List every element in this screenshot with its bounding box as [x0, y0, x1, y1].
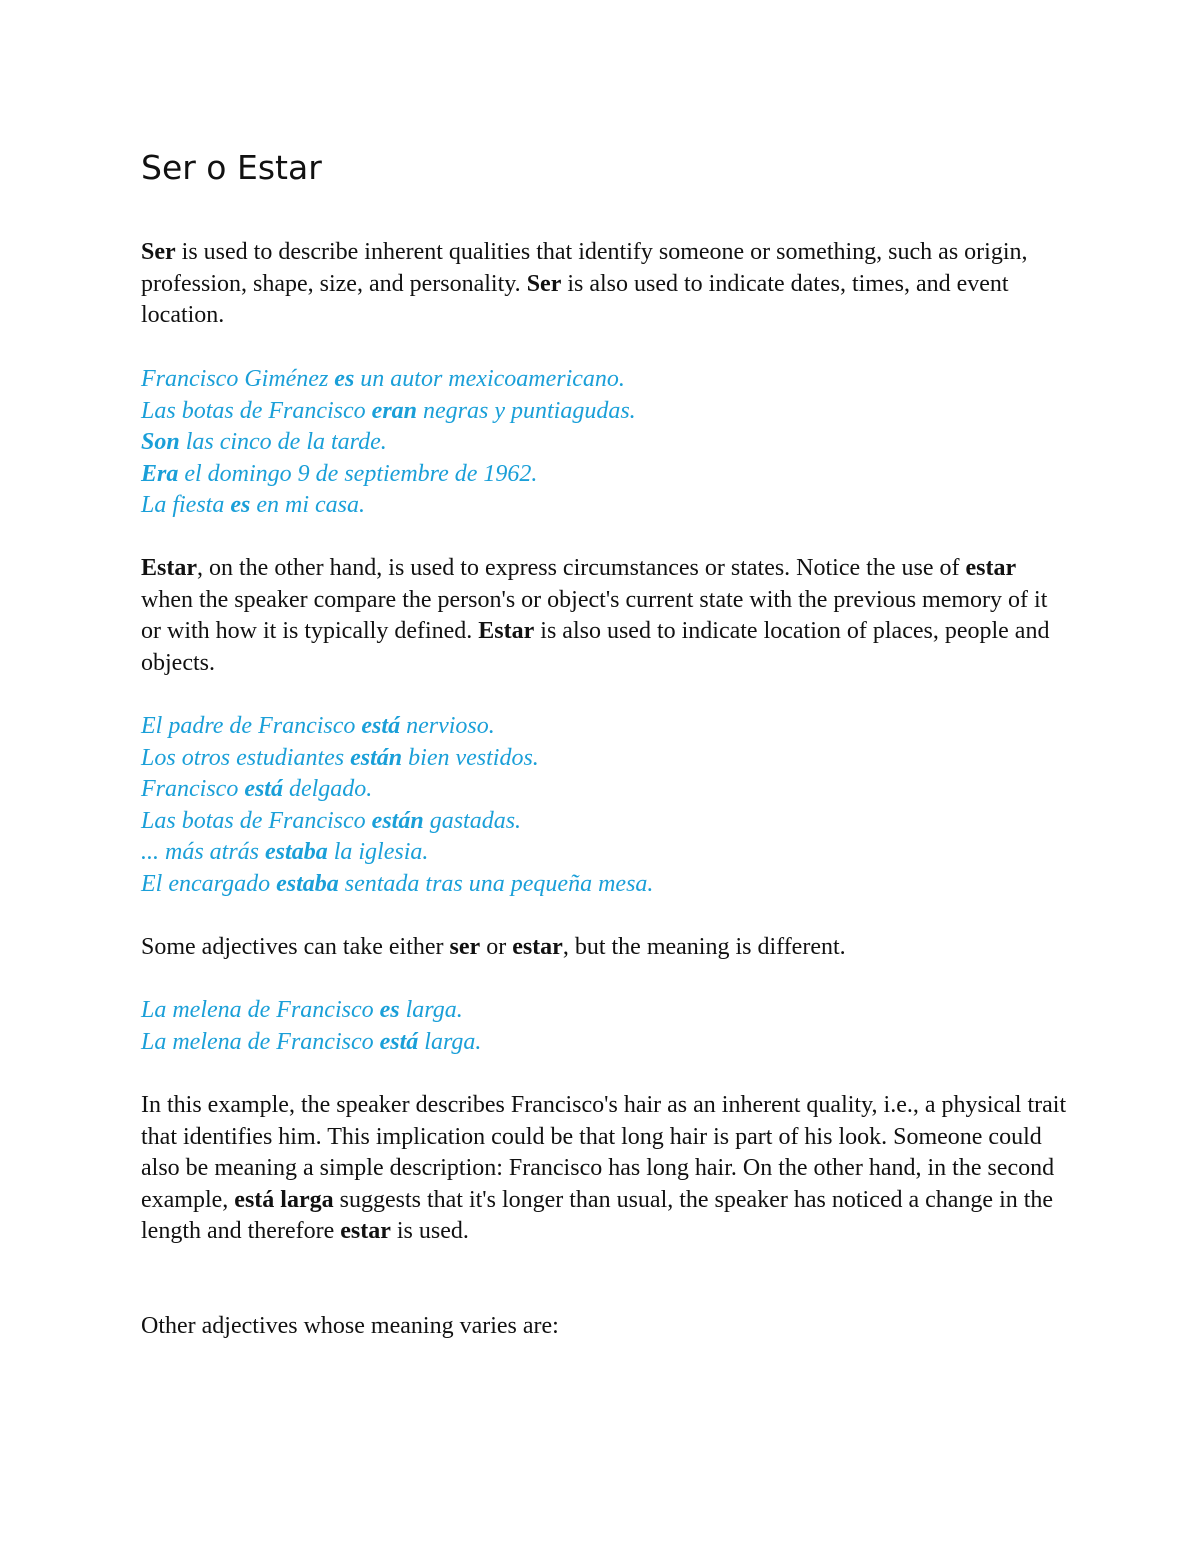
example-sentence: [141, 743, 1071, 775]
bold-verb: Era: [141, 460, 179, 487]
example-sentence: [141, 427, 1071, 459]
ser-estar-adjectives-paragraph: [141, 932, 1071, 964]
text-run: La melena de Francisco: [141, 1028, 380, 1055]
bold-verb: están: [371, 807, 424, 834]
text-run: La melena de Francisco: [141, 997, 380, 1023]
text-run: , but the meaning is different.: [562, 934, 846, 960]
hair-example-explanation-paragraph: [141, 1090, 1071, 1248]
text-run: Francisco Giménez: [141, 366, 335, 392]
example-sentence: [141, 1027, 1071, 1059]
estar-examples-list: [141, 711, 1071, 900]
bold-verb: estaba: [265, 839, 328, 865]
bold-verb: está larga: [234, 1186, 334, 1213]
text-run: La fiesta: [141, 492, 231, 518]
bold-verb: están: [350, 744, 403, 771]
bold-verb: estaba: [276, 870, 339, 897]
page-title: Ser o Estar: [141, 148, 322, 187]
bold-verb: Son: [141, 429, 180, 455]
bold-verb: Ser: [526, 270, 562, 297]
example-sentence: [141, 837, 1071, 869]
text-run: Some adjectives can take either: [141, 934, 450, 960]
text-run: nervioso.: [400, 713, 495, 739]
text-run: negras y puntiagudas.: [417, 397, 636, 424]
bold-verb: es: [334, 366, 355, 392]
text-run: el domingo 9 de septiembre de 1962.: [178, 460, 538, 487]
text-run: en mi casa.: [250, 492, 365, 518]
example-sentence: [141, 806, 1071, 838]
text-run: las cinco de la tarde.: [179, 429, 387, 455]
text-run: Los otros estudiantes: [141, 744, 351, 771]
text-run: gastadas.: [423, 807, 522, 834]
bold-verb: estar: [512, 934, 563, 960]
example-sentence: [141, 995, 1071, 1027]
text-run: un autor mexicoamericano.: [354, 366, 625, 392]
bold-verb: Estar: [478, 618, 535, 644]
bold-verb: está: [379, 1028, 419, 1055]
text-run: sentada tras una pequeña mesa.: [338, 870, 654, 897]
text-run: larga.: [418, 1028, 482, 1055]
text-run: Francisco: [141, 776, 245, 802]
text-run: is also used to indicate dates, times, and event location.: [141, 270, 1009, 328]
text-run: ... más atrás: [141, 839, 266, 865]
bold-verb: está: [361, 713, 401, 739]
text-run: Other adjectives whose meaning varies are:: [141, 1313, 559, 1339]
bold-verb: Ser: [141, 239, 176, 265]
bold-verb: es: [379, 997, 400, 1023]
text-run: El encargado: [141, 870, 277, 897]
ser-explanation-paragraph: [141, 237, 1071, 332]
text-run: larga.: [399, 997, 463, 1023]
text-run: delgado.: [282, 776, 373, 802]
bold-verb: estar: [340, 1218, 391, 1244]
bold-verb: está: [244, 776, 283, 802]
text-run: is also used to indicate location of places, people and objects.: [141, 618, 1050, 676]
text-run: or: [480, 934, 513, 960]
bold-verb: es: [230, 492, 251, 518]
melena-examples-list: [141, 995, 1071, 1058]
example-sentence: [141, 869, 1071, 901]
bold-verb: ser: [449, 934, 481, 960]
ser-examples-list: [141, 364, 1071, 522]
text-run: Las botas de Francisco: [141, 397, 372, 424]
bold-verb: estar: [965, 555, 1017, 581]
text-run: , on the other hand, is used to express circumstances or states. Notice the use of: [197, 555, 966, 581]
example-sentence: [141, 490, 1071, 522]
example-sentence: [141, 396, 1071, 428]
other-adjectives-paragraph: [141, 1311, 1071, 1343]
bold-verb: eran: [371, 397, 418, 424]
text-run: la iglesia.: [327, 839, 429, 865]
text-run: In this example, the speaker describes Francisco's hair as an inherent quality, i.e., a physical trait that identifies him. This implication could be that long hair is part of his look. Someone could also be meaning a simple description: Francisco has long hair. On the other hand, in the second example,: [141, 1092, 1067, 1213]
example-sentence: [141, 459, 1071, 491]
example-sentence: [141, 711, 1071, 743]
estar-explanation-paragraph: [141, 553, 1071, 679]
text-run: El padre de Francisco: [141, 713, 362, 739]
example-sentence: [141, 364, 1071, 396]
example-sentence: [141, 774, 1071, 806]
text-run: is used.: [390, 1218, 469, 1244]
text-run: when the speaker compare the person's or object's current state with the previous memory of it or with how it is typically defined.: [141, 586, 1048, 644]
text-run: suggests that it's longer than usual, the speaker has noticed a change in the length and therefore: [141, 1186, 1054, 1244]
bold-verb: Estar: [141, 555, 197, 581]
text-run: bien vestidos.: [402, 744, 539, 771]
text-run: is used to describe inherent qualities that identify someone or something, such as origin, profession, shape, size, and personality.: [141, 239, 1028, 297]
text-run: Las botas de Francisco: [141, 807, 372, 834]
